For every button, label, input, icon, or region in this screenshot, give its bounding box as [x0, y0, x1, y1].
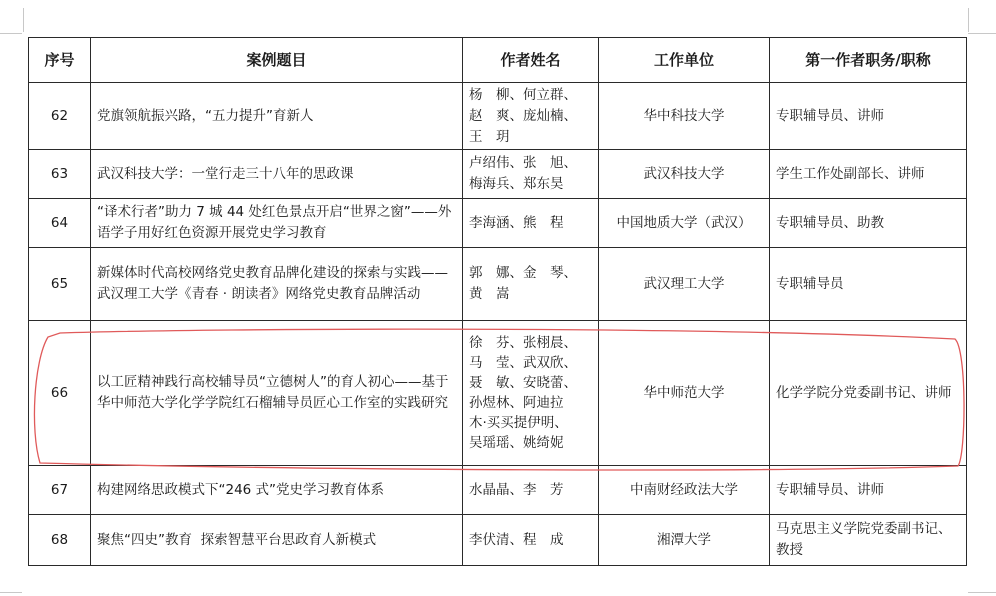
author-names: 卢绍伟、张 旭、 梅海兵、郑东昊: [463, 150, 599, 199]
table-row: [29, 466, 967, 515]
row-number: 66: [29, 321, 91, 466]
author-names: 李海涵、熊 程: [463, 199, 599, 248]
row-number: 67: [29, 466, 91, 515]
work-unit: 武汉理工大学: [599, 248, 770, 321]
header-title: 案例题目: [91, 38, 463, 83]
author-position: 专职辅导员、讲师: [770, 466, 967, 515]
case-title: 构建网络思政模式下“246 式”党史学习教育体系: [91, 466, 463, 515]
work-unit: 中国地质大学（武汉）: [599, 199, 770, 248]
row-number: 63: [29, 150, 91, 199]
table-row: [29, 150, 967, 199]
author-names: 徐 芬、张栩晨、 马 莹、武双欣、 聂 敏、安晓蕾、 孙煜林、阿迪拉 木·买买提伊明、 吴瑶瑶、姚绮妮: [463, 321, 599, 466]
row-number: 68: [29, 515, 91, 566]
header-number: 序号: [29, 38, 91, 83]
page-corner-mark-top-left: [22, 8, 24, 32]
row-number: 65: [29, 248, 91, 321]
table-row: [29, 321, 967, 466]
row-number: 62: [29, 83, 91, 150]
case-title: 武汉科技大学：一堂行走三十八年的思政课: [91, 150, 463, 199]
page-corner-mark-bottom-left: [0, 592, 22, 594]
work-unit: 武汉科技大学: [599, 150, 770, 199]
case-title: “译术行者”助力 7 城 44 处红色景点开启“世界之窗”——外语学子用好红色资源开展党史学习教育: [91, 199, 463, 248]
author-names: 李伏清、程 成: [463, 515, 599, 566]
table-row: [29, 248, 967, 321]
table-row: [29, 83, 967, 150]
author-position: 马克思主义学院党委副书记、教授: [770, 515, 967, 566]
author-position: 化学学院分党委副书记、讲师: [770, 321, 967, 466]
page-corner-mark-top-right: [968, 8, 970, 32]
header-unit: 工作单位: [599, 38, 770, 83]
table-row: [29, 515, 967, 566]
author-names: 水晶晶、李 芳: [463, 466, 599, 515]
work-unit: 湘潭大学: [599, 515, 770, 566]
work-unit: 华中科技大学: [599, 83, 770, 150]
case-title: 党旗领航振兴路，“五力提升”育新人: [91, 83, 463, 150]
row-number: 64: [29, 199, 91, 248]
page-corner-mark-top-left-h: [0, 32, 22, 34]
case-title: 聚焦“四史”教育 探索智慧平台思政育人新模式: [91, 515, 463, 566]
author-position: 专职辅导员、讲师: [770, 83, 967, 150]
page-corner-mark-top-right-h: [968, 32, 996, 34]
case-title: 新媒体时代高校网络党史教育品牌化建设的探索与实践——武汉理工大学《青春 · 朗读者》网络党史教育品牌活动: [91, 248, 463, 321]
author-position: 学生工作处副部长、讲师: [770, 150, 967, 199]
header-position: 第一作者职务/职称: [770, 38, 967, 83]
author-position: 专职辅导员: [770, 248, 967, 321]
work-unit: 中南财经政法大学: [599, 466, 770, 515]
page-corner-mark-bottom-right: [968, 592, 996, 594]
author-position: 专职辅导员、助教: [770, 199, 967, 248]
header-authors: 作者姓名: [463, 38, 599, 83]
table-row: [29, 199, 967, 248]
work-unit: 华中师范大学: [599, 321, 770, 466]
header-row: [29, 38, 967, 83]
author-names: 杨 柳、何立群、 赵 爽、庞灿楠、 王 玥: [463, 83, 599, 150]
author-names: 郭 娜、金 琴、 黄 嵩: [463, 248, 599, 321]
case-title: 以工匠精神践行高校辅导员“立德树人”的育人初心——基于华中师范大学化学学院红石榴辅导员匠心工作室的实践研究: [91, 321, 463, 466]
case-table: [28, 37, 967, 566]
